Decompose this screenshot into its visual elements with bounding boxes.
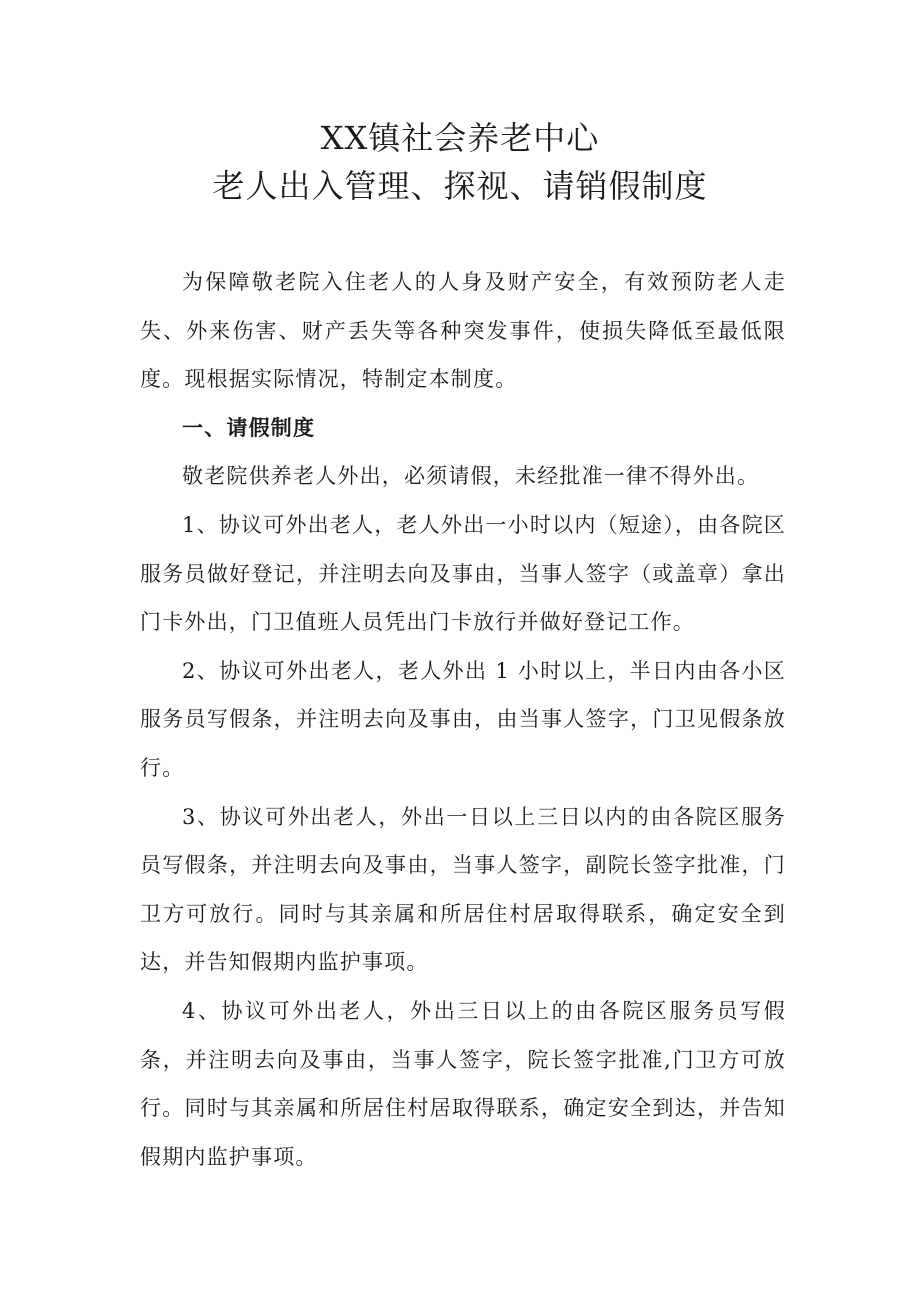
document-body <box>140 258 786 1181</box>
document-title-line2: 老人出入管理、探视、请销假制度 <box>212 167 708 205</box>
section-lead-paragraph: 敬老院供养老人外出，必须请假，未经批准一律不得外出。 <box>182 464 760 489</box>
rule-item-1: 1、协议可外出老人，老人外出一小时以内（短途），由各院区服务员做好登记，并注明去向及事由，当事人签字（或盖章）拿出门卡外出，门卫值班人员凭出门卡放行并做好登记工作。 <box>140 512 786 635</box>
document-title-line1: XX镇社会养老中心 <box>320 119 600 157</box>
section-heading-leave-system: 一、请假制度 <box>182 415 316 440</box>
intro-paragraph: 为保障敬老院入住老人的人身及财产安全，有效预防老人走失、外来伤害、财产丢失等各种突发事件，使损失降低至最低限度。现根据实际情况，特制定本制度。 <box>140 270 786 392</box>
rule-item-4: 4、协议可外出老人，外出三日以上的由各院区服务员写假条，并注明去向及事由，当事人签字，院长签字批准,门卫方可放行。同时与其亲属和所居住村居取得联系，确定安全到达，并告知假期内监护事项。 <box>140 998 786 1169</box>
rule-item-3: 3、协议可外出老人，外出一日以上三日以内的由各院区服务员写假条，并注明去向及事由，当事人签字，副院长签字批准，门卫方可放行。同时与其亲属和所居住村居取得联系，确定安全到达，并告知假期内监护事项。 <box>140 804 786 975</box>
rule-item-2: 2、协议可外出老人，老人外出 1 小时以上，半日内由各小区服务员写假条，并注明去向及事由，由当事人签字，门卫见假条放行。 <box>140 658 786 780</box>
